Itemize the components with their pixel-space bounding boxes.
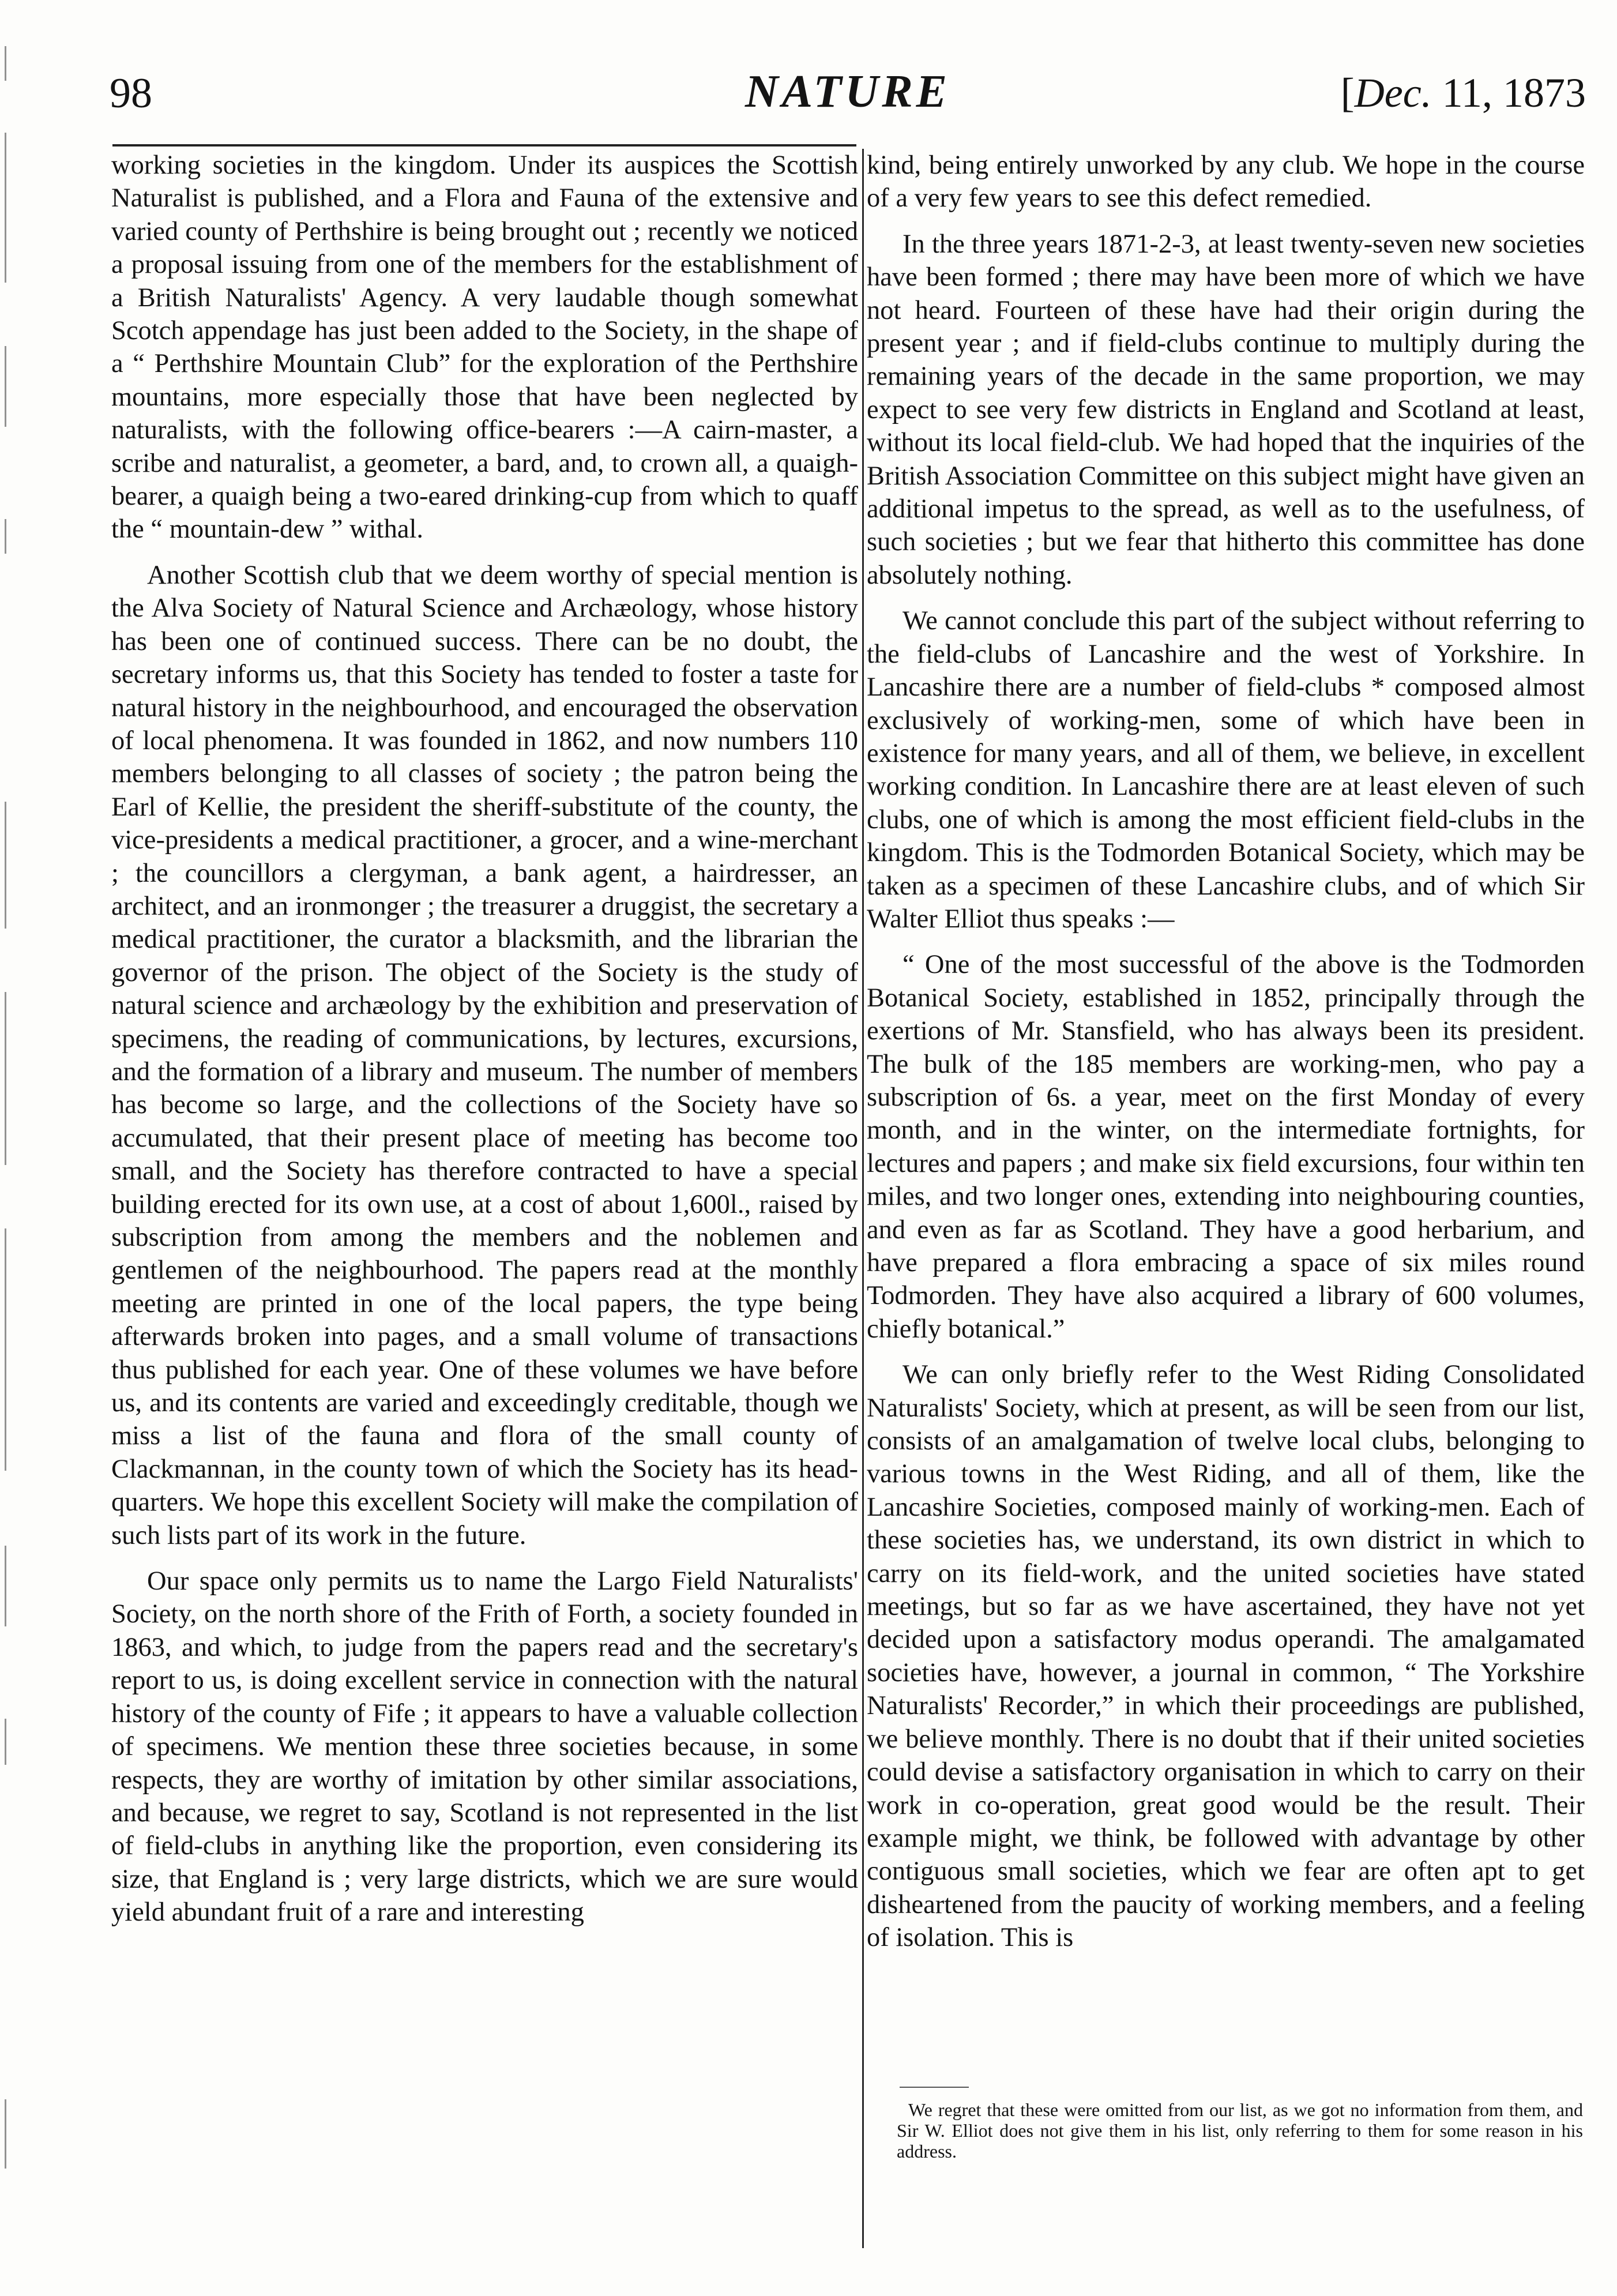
- paragraph: In the three years 1871-2-3, at least twenty-seven new societies have been formed ; there may have been more of which we have not heard. Fourteen of these have had their origin during the present year ; and if field-clubs continue to multiply during the remaining years of the decade in the same proportion, we may expect to see very few districts in England and Scotland at least, without its local field-club. We had hoped that the inquiries of the British Association Committee on this subject might have given an additional impetus to the spread, as well as to the usefulness, of such societies ; but we fear that hitherto this committee has done absolutely nothing.: [867, 229, 1585, 590]
- footnote: We regret that these were omitted from our list, as we got no information from them, and Sir W. Elliot does not give them in his list, only referring to them for some reason in his address.: [897, 2099, 1583, 2162]
- issue-date-month: Dec.: [1354, 70, 1432, 116]
- paragraph: We cannot conclude this part of the subject without referring to the field-clubs of Lancashire and the west of Yorkshire. In Lancashire there are a number of field-clubs * composed almost exclusively of working-men, some of which have been in existence for many years, and all of them, we believe, in excellent working condition. In Lancashire there are at least eleven of such clubs, one of which is among the most efficient field-clubs in the kingdom. This is the Todmorden Botanical Society, which may be taken as a specimen of these Lancashire clubs, and of which Sir Walter Elliot thus speaks :—: [867, 606, 1585, 934]
- scan-gutter-marks: [0, 46, 23, 2180]
- page-header: [110, 66, 1586, 138]
- paragraph: Another Scottish club that we deem worthy of special mention is the Alva Society of Natural Science and Archæology, whose history has been one of continued success. There can be no doubt, the secretary informs us, that this Society has tended to foster a taste for natural history in the neighbourhood, and encouraged the observation of local phenomena. It was founded in 1862, and now numbers 110 members belonging to all classes of society ; the patron being the Earl of Kellie, the president the sheriff-substitute of the county, the vice-presidents a medical practitioner, a grocer, and a wine-merchant ; the councillors a clergyman, a bank agent, a hairdresser, an architect, and an ironmonger ; the treasurer a druggist, the secretary a medical practitioner, the curator a blacksmith, and the librarian the governor of the prison. The object of the Society is the study of natural science and archæology by the exhibition and preservation of specimens, the reading of communications, by lectures, excursions, and the formation of a library and museum. The number of members has become so large, and the collections of the Society have so accumulated, that their present place of meeting has become too small, and the Society has therefore contracted to have a special building erected for its own use, at a cost of about 1,600l., raised by subscription from among the members and the noblemen and gentlemen of the neighbourhood. The papers read at the monthly meeting are printed in one of the local papers, the type being afterwards broken into pages, and a small volume of transactions thus published for each year. One of these volumes we have before us, and its contents are varied and exceedingly creditable, though we miss a list of the fauna and flora of the small county of Clackmannan, in the county town of which the Society has its head-quarters. We hope this excellent Society will make the compilation of such lists part of its work in the future.: [111, 560, 858, 1550]
- issue-date: [1341, 69, 1586, 117]
- right-column: [867, 149, 1585, 1967]
- issue-date-bracket: [: [1340, 70, 1355, 116]
- paragraph: working societies in the kingdom. Under its auspices the Scottish Naturalist is published, and a Flora and Fauna of the extensive and varied county of Perthshire is being brought out ; recently we noticed a proposal issuing from one of the members for the establishment of a British Naturalists' Agency. A very laudable though somewhat Scotch appendage has just been added to the Society, in the shape of a “ Perthshire Mountain Club” for the exploration of the Perthshire mountains, more especially those that have been neglected by naturalists, with the following office-bearers :—A cairn-master, a scribe and naturalist, a geometer, a bard, and, to crown all, a quaigh-bearer, a quaigh being a two-eared drinking-cup from which to quaff the “ mountain-dew ” withal.: [111, 151, 858, 544]
- page-number: 98: [110, 70, 152, 117]
- issue-date-rest: 11, 1873: [1431, 70, 1586, 116]
- paragraph: “ One of the most successful of the above is the Todmorden Botanical Society, established in 1852, principally through the exertions of Mr. Stansfield, who has always been its president. The bulk of the 185 members are working-men, who pay a subscription of 6s. a year, meet on the first Monday of every month, and in the winter, on the intermediate fortnights, for lectures and papers ; and make six field excursions, four within ten miles, and two longer ones, extending into neighbouring counties, and even as far as Scotland. They have a good herbarium, and have prepared a flora embracing a space of six miles round Todmorden. They have also acquired a library of 600 volumes, chiefly botanical.”: [867, 950, 1585, 1344]
- journal-title: NATURE: [744, 66, 951, 117]
- column-divider: [862, 149, 864, 2248]
- footnote-rule: [900, 2087, 969, 2088]
- paragraph: Our space only permits us to name the Largo Field Naturalists' Society, on the north shore of the Frith of Forth, a society founded in 1863, and which, to judge from the papers read and the secretary's report to us, is doing excellent service in connection with the natural history of the county of Fife ; it appears to have a valuable collection of specimens. We mention these three societies because, in some respects, they are worthy of imitation by other similar associations, and because, we regret to say, Scotland is not represented in the list of field-clubs in anything like the proportion, even considering its size, that England is ; very large districts, which we are sure would yield abundant fruit of a rare and interesting: [111, 1566, 858, 1927]
- paragraph: We can only briefly refer to the West Riding Consolidated Naturalists' Society, which at present, as will be seen from our list, consists of an amalgamation of twelve local clubs, belonging to various towns in the West Riding, and all of them, like the Lancashire Societies, composed mainly of working-men. Each of these societies has, we understand, its own district in which to carry on its field-work, and the united societies have stated meetings, but so far as we have ascertained, they have not yet decided upon a satisfactory modus operandi. The amalgamated societies have, however, a journal in common, “ The Yorkshire Naturalists' Recorder,” in which their proceedings are published, we believe monthly. There is no doubt that if their united societies could devise a satisfactory organisation in which to carry on their work in co-operation, great good would be the result. Their example might, we think, be followed with advantage by other contiguous small societies, which we fear are often apt to get disheartened from the paucity of working members, and a feeling of isolation. This is: [867, 1360, 1585, 1953]
- paragraph: kind, being entirely unworked by any club. We hope in the course of a very few years to see this defect remedied.: [867, 151, 1585, 213]
- header-rule: [112, 144, 856, 146]
- left-column: [111, 149, 858, 1942]
